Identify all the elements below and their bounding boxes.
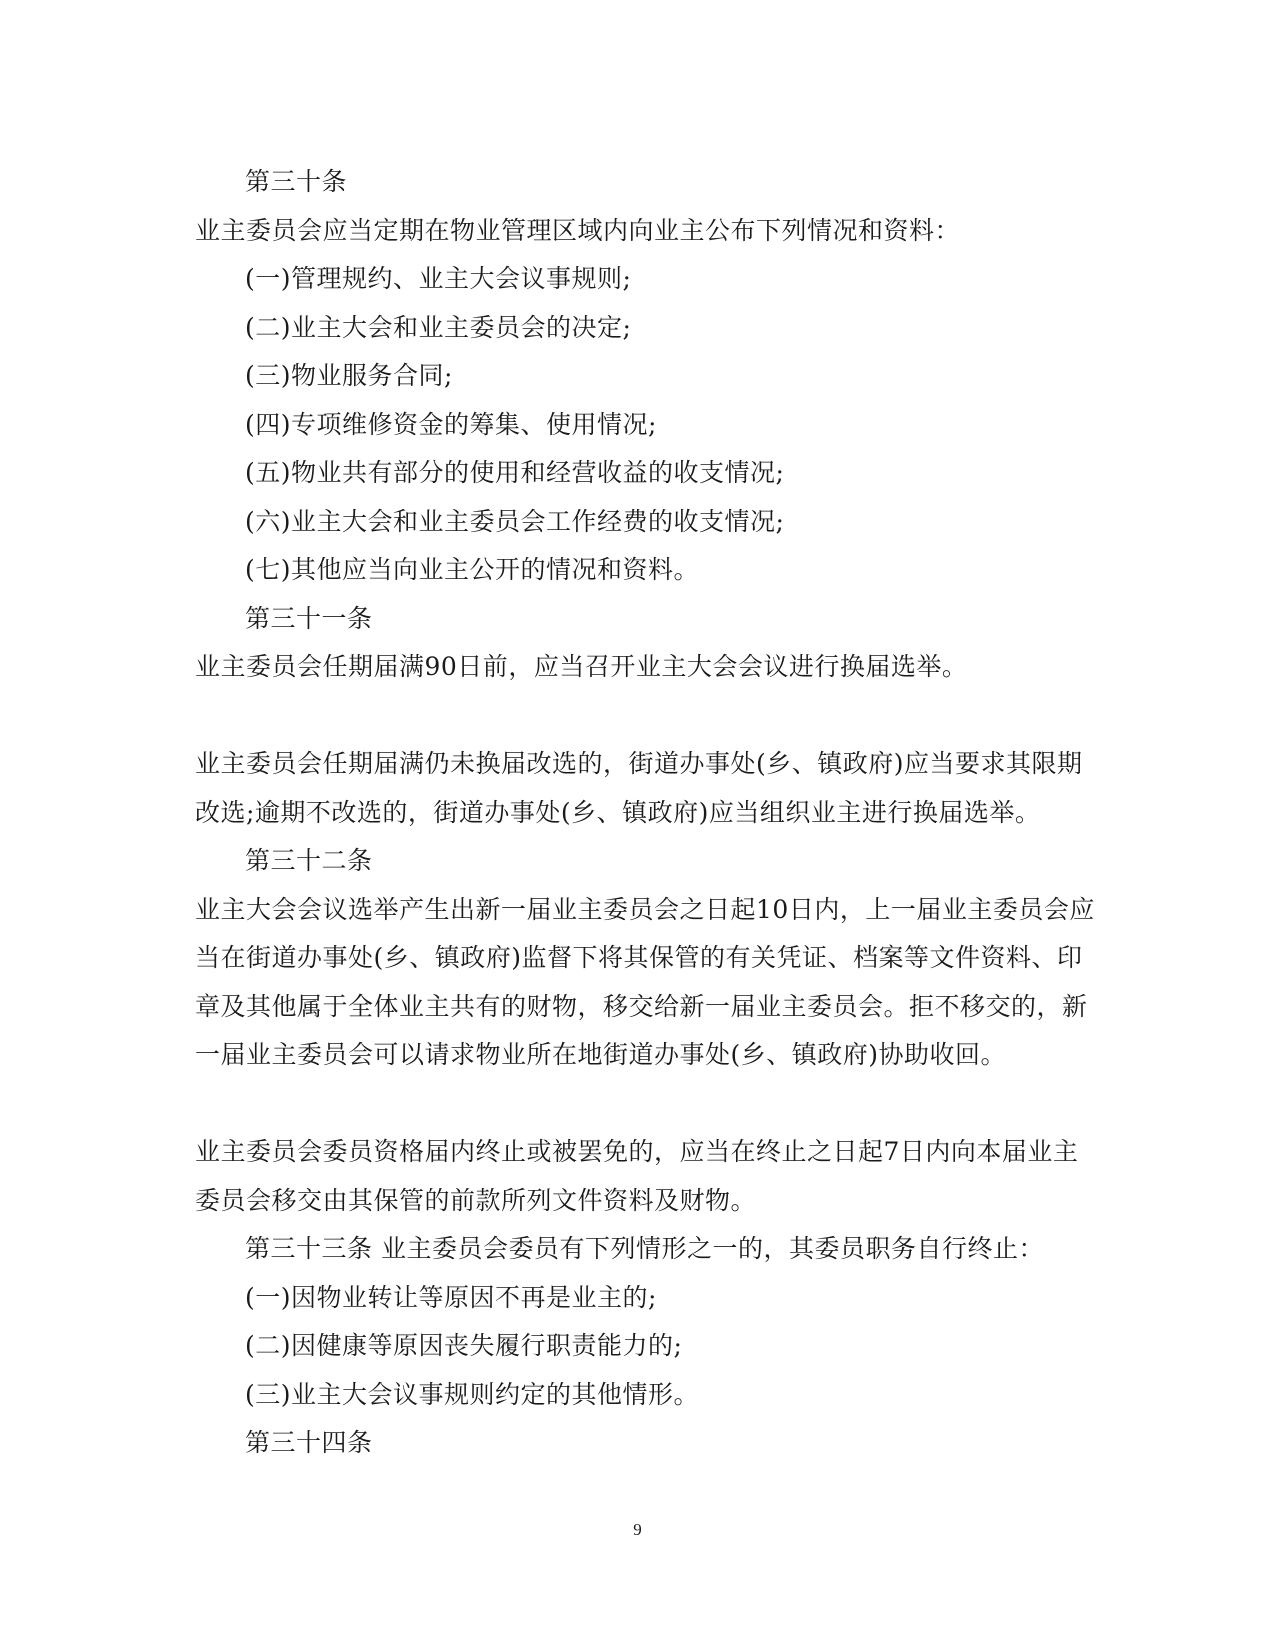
paragraph-line: 业主大会会议选举产生出新一届业主委员会之日起10日内，上一届业主委员会应 bbox=[195, 894, 1095, 924]
article-heading: 第三十三条 业主委员会委员有下列情形之一的，其委员职务自行终止： bbox=[245, 1234, 1044, 1263]
list-item: (一)因物业转让等原因不再是业主的; bbox=[245, 1282, 657, 1312]
list-item: (四)专项维修资金的筹集、使用情况; bbox=[245, 409, 657, 439]
paragraph-line: 当在街道办事处(乡、镇政府)监督下将其保管的有关凭证、档案等文件资料、印 bbox=[195, 943, 1083, 972]
article-heading: 第三十二条 bbox=[245, 846, 373, 875]
list-item: (三)物业服务合同; bbox=[245, 361, 453, 390]
paragraph-line: 业主委员会委员资格届内终止或被罢免的，应当在终止之日起7日内向本届业主 bbox=[195, 1137, 1079, 1166]
paragraph-line: 改选;逾期不改选的，街道办事处(乡、镇政府)应当组织业主进行换届选举。 bbox=[195, 797, 1041, 827]
paragraph-line: 委员会移交由其保管的前款所列文件资料及财物。 bbox=[195, 1185, 757, 1215]
paragraph-line: 业主委员会任期届满仍未换届改选的，街道办事处(乡、镇政府)应当要求其限期 bbox=[195, 749, 1083, 778]
article-heading: 第三十条 bbox=[245, 167, 348, 196]
document-body bbox=[195, 158, 1095, 1468]
article-heading: 第三十一条 bbox=[245, 603, 373, 633]
paragraph-line: 业主委员会应当定期在物业管理区域内向业主公布下列情况和资料： bbox=[195, 215, 961, 245]
blank-line bbox=[195, 692, 1075, 741]
list-item: (六)业主大会和业主委员会工作经费的收支情况; bbox=[245, 506, 785, 536]
blank-line bbox=[195, 1080, 1075, 1129]
list-item: (一)管理规约、业主大会议事规则; bbox=[245, 264, 632, 293]
list-item: (三)业主大会议事规则约定的其他情形。 bbox=[245, 1379, 700, 1409]
list-item: (二)业主大会和业主委员会的决定; bbox=[245, 312, 632, 342]
page-number: 9 bbox=[633, 1520, 642, 1539]
list-item: (五)物业共有部分的使用和经营收益的收支情况; bbox=[245, 458, 785, 487]
paragraph-line: 业主委员会任期届满90日前，应当召开业主大会会议进行换届选举。 bbox=[195, 652, 968, 681]
paragraph-line: 一届业主委员会可以请求物业所在地街道办事处(乡、镇政府)协助收回。 bbox=[195, 1040, 1007, 1069]
paragraph-line: 章及其他属于全体业主共有的财物，移交给新一届业主委员会。拒不移交的，新 bbox=[195, 991, 1088, 1021]
list-item: (七)其他应当向业主公开的情况和资料。 bbox=[245, 555, 700, 584]
article-heading: 第三十四条 bbox=[245, 1428, 373, 1457]
list-item: (二)因健康等原因丧失履行职责能力的; bbox=[245, 1331, 683, 1360]
